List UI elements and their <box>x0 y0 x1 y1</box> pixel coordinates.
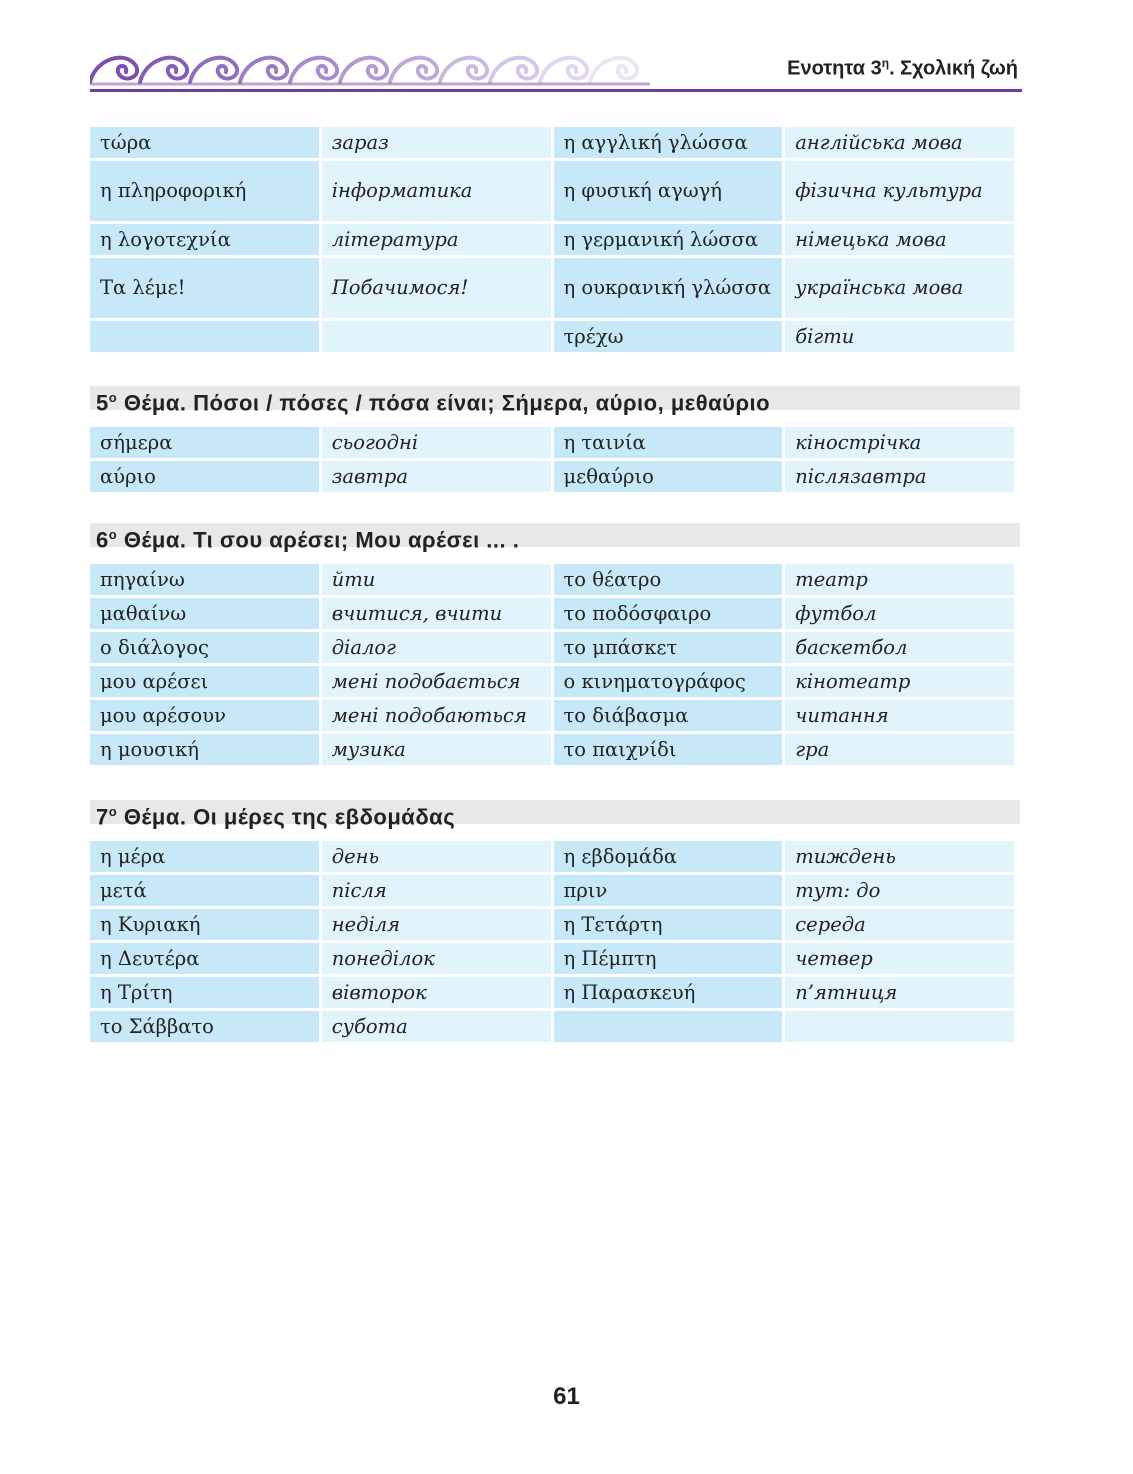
table-row <box>90 258 1014 318</box>
ukrainian-term-cell: українська мова <box>785 258 1014 318</box>
vocab-table-5 <box>87 424 1017 495</box>
ukrainian-term-cell: вчитися, вчити <box>322 598 551 629</box>
ukrainian-term-cell: після <box>322 875 551 906</box>
section-7-num: 7 <box>96 804 109 830</box>
greek-term-cell: η ταινία <box>554 427 783 458</box>
table-row <box>90 909 1014 940</box>
section-6-sup: ο <box>108 527 118 542</box>
table-row <box>90 598 1014 629</box>
greek-term-cell: η μέρα <box>90 841 319 872</box>
ukrainian-term-cell: англійська мова <box>785 127 1014 158</box>
greek-term-cell: μετά <box>90 875 319 906</box>
ukrainian-term-cell: література <box>322 224 551 255</box>
greek-wave-ornament-icon <box>90 48 670 90</box>
greek-term-cell: η Τρίτη <box>90 977 319 1008</box>
header-title <box>787 56 1018 81</box>
greek-term-cell: η φυσική αγωγή <box>554 161 783 221</box>
table-row <box>90 321 1014 352</box>
greek-term-cell: το μπάσκετ <box>554 632 783 663</box>
ukrainian-term-cell: післязавтра <box>785 461 1014 492</box>
greek-term-cell: η Παρασκευή <box>554 977 783 1008</box>
greek-term-cell: η γερμανική λώσσα <box>554 224 783 255</box>
ukrainian-term-cell: день <box>322 841 551 872</box>
ukrainian-term-cell: бігти <box>785 321 1014 352</box>
vocab-table-1 <box>87 124 1017 355</box>
greek-term-cell: τρέχω <box>554 321 783 352</box>
vocab-table-6 <box>87 561 1017 768</box>
table-row <box>90 700 1014 731</box>
section-6-heading <box>90 523 1020 553</box>
ukrainian-term-cell: читання <box>785 700 1014 731</box>
table-row <box>90 841 1014 872</box>
table-row <box>90 224 1014 255</box>
table-row <box>90 127 1014 158</box>
section-7-title: Θέμα. Οι μέρες της εβδομάδας <box>117 804 456 830</box>
ukrainian-term-cell: зараз <box>322 127 551 158</box>
greek-term-cell: το θέατρο <box>554 564 783 595</box>
ukrainian-term-cell: п’ятниця <box>785 977 1014 1008</box>
section-5-sup: ο <box>108 390 118 405</box>
ukrainian-term-cell: середа <box>785 909 1014 940</box>
greek-term-cell: η μουσική <box>90 734 319 765</box>
ukrainian-term-cell: баскетбол <box>785 632 1014 663</box>
greek-term-cell: το ποδόσφαιρο <box>554 598 783 629</box>
header-title-main: Ενοτητα 3 <box>787 57 882 80</box>
table-row <box>90 427 1014 458</box>
greek-term-cell: πριν <box>554 875 783 906</box>
page-header <box>90 40 1022 96</box>
greek-term-cell: αύριο <box>90 461 319 492</box>
ukrainian-term-cell: мені подобається <box>322 666 551 697</box>
greek-term-cell: μου αρέσει <box>90 666 319 697</box>
ukrainian-term-cell: мені подобаються <box>322 700 551 731</box>
greek-term-cell <box>554 1011 783 1042</box>
table-row <box>90 161 1014 221</box>
greek-term-cell: η πληροφορική <box>90 161 319 221</box>
greek-term-cell: πηγαίνω <box>90 564 319 595</box>
ukrainian-term-cell: четвер <box>785 943 1014 974</box>
table-row <box>90 632 1014 663</box>
greek-term-cell: η Δευτέρα <box>90 943 319 974</box>
greek-term-cell: η ουκρανική γλώσσα <box>554 258 783 318</box>
greek-term-cell: η αγγλική γλώσσα <box>554 127 783 158</box>
ukrainian-term-cell: йти <box>322 564 551 595</box>
greek-term-cell: ο κινηματογράφος <box>554 666 783 697</box>
greek-term-cell: Τα λέμε! <box>90 258 319 318</box>
greek-term-cell: η Κυριακή <box>90 909 319 940</box>
section-6-num: 6 <box>96 527 109 553</box>
greek-term-cell: το παιχνίδι <box>554 734 783 765</box>
section-5-title: Θέμα. Πόσοι / πόσες / πόσα είναι; Σήμερα, αύριο, μεθαύριο <box>117 390 771 416</box>
ukrainian-term-cell: неділя <box>322 909 551 940</box>
ukrainian-term-cell: Побачимося! <box>322 258 551 318</box>
ukrainian-term-cell: завтра <box>322 461 551 492</box>
greek-term-cell: η Τετάρτη <box>554 909 783 940</box>
table-row <box>90 564 1014 595</box>
section-5-num: 5 <box>96 390 109 416</box>
table-row <box>90 943 1014 974</box>
greek-term-cell: σήμερα <box>90 427 319 458</box>
ukrainian-term-cell: вівторок <box>322 977 551 1008</box>
ukrainian-term-cell: кінотеатр <box>785 666 1014 697</box>
ukrainian-term-cell: кінострічка <box>785 427 1014 458</box>
greek-term-cell: το Σάββατο <box>90 1011 319 1042</box>
ukrainian-term-cell: футбол <box>785 598 1014 629</box>
table-row <box>90 666 1014 697</box>
greek-term-cell: η εβδομάδα <box>554 841 783 872</box>
header-title-sup: η <box>881 56 890 70</box>
section-6-title: Θέμα. Τι σου αρέσει; Μου αρέσει ... . <box>117 527 520 553</box>
greek-term-cell <box>90 321 319 352</box>
ukrainian-term-cell: фізична культура <box>785 161 1014 221</box>
ukrainian-term-cell: сьогодні <box>322 427 551 458</box>
section-5-heading <box>90 386 1020 416</box>
greek-term-cell: μου αρέσουν <box>90 700 319 731</box>
greek-term-cell: η λογοτεχνία <box>90 224 319 255</box>
ukrainian-term-cell: німецька мова <box>785 224 1014 255</box>
header-title-rest: . Σχολική ζωή <box>889 57 1018 80</box>
greek-term-cell: μαθαίνω <box>90 598 319 629</box>
table-row <box>90 875 1014 906</box>
ukrainian-term-cell: музика <box>322 734 551 765</box>
ukrainian-term-cell: театр <box>785 564 1014 595</box>
section-7-sup: ο <box>108 804 118 819</box>
table-row <box>90 1011 1014 1042</box>
ukrainian-term-cell: гра <box>785 734 1014 765</box>
ukrainian-term-cell: тут: до <box>785 875 1014 906</box>
ukrainian-term-cell: понеділок <box>322 943 551 974</box>
vocab-table-7 <box>87 838 1017 1045</box>
greek-term-cell: ο διάλογος <box>90 632 319 663</box>
table-row <box>90 734 1014 765</box>
ukrainian-term-cell: тиждень <box>785 841 1014 872</box>
ukrainian-term-cell <box>322 321 551 352</box>
ukrainian-term-cell: інформатика <box>322 161 551 221</box>
table-row <box>90 977 1014 1008</box>
ukrainian-term-cell <box>785 1011 1014 1042</box>
section-7-heading <box>90 800 1020 830</box>
greek-term-cell: μεθαύριο <box>554 461 783 492</box>
table-row <box>90 461 1014 492</box>
page-number: 61 <box>553 1383 580 1410</box>
greek-term-cell: η Πέμπτη <box>554 943 783 974</box>
ukrainian-term-cell: діалог <box>322 632 551 663</box>
greek-term-cell: το διάβασμα <box>554 700 783 731</box>
ukrainian-term-cell: субота <box>322 1011 551 1042</box>
header-rule <box>90 89 1022 92</box>
greek-term-cell: τώρα <box>90 127 319 158</box>
